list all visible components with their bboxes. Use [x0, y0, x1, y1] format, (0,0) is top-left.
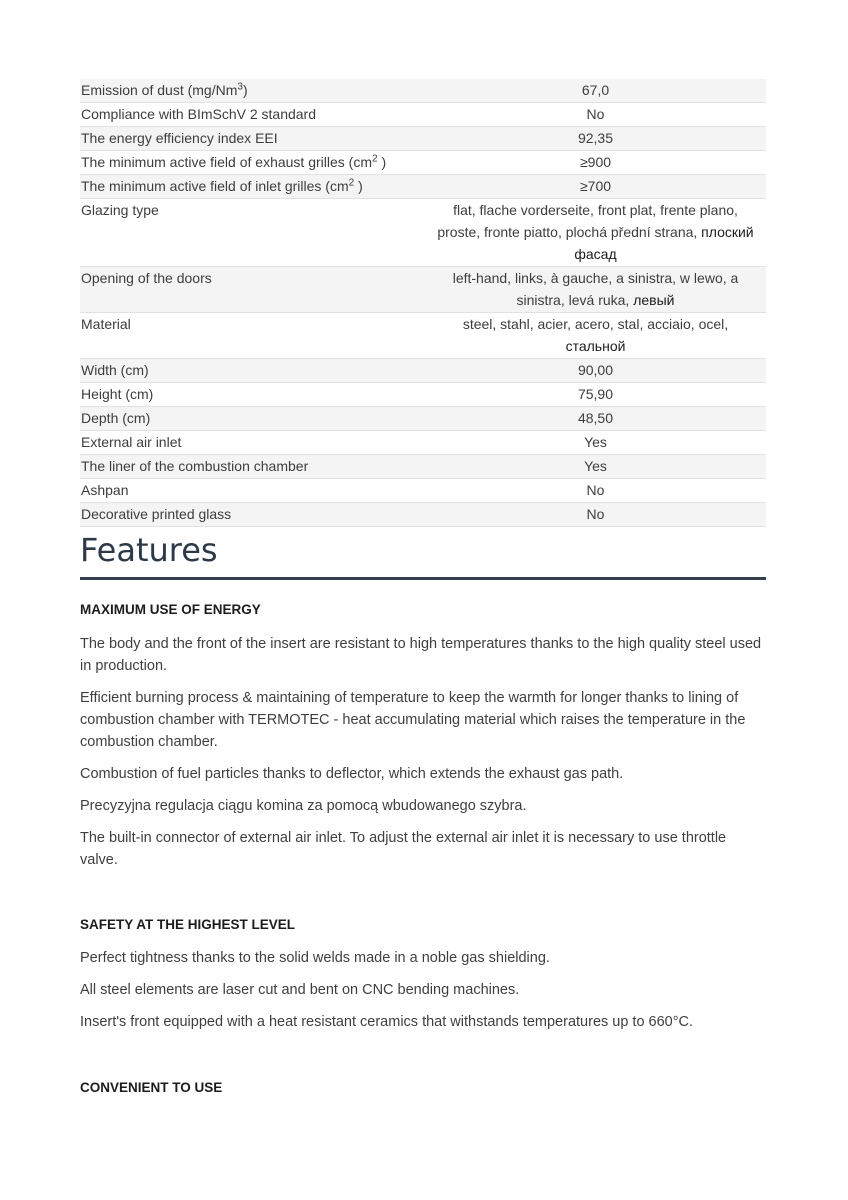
- spec-label: [80, 199, 425, 267]
- feature-section-title: CONVENIENT TO USE: [80, 1080, 223, 1095]
- spec-label-text: Glazing type: [81, 202, 159, 218]
- spec-value-text: 90,00: [577, 362, 614, 378]
- spec-label: [80, 267, 425, 313]
- spec-label: [80, 313, 425, 359]
- spec-value-text: 67,0: [581, 82, 610, 98]
- spec-row: [80, 103, 766, 127]
- feature-paragraph: Insert's front equipped with a heat resistant ceramics that withstands temperatures up to 660°C.: [80, 1014, 694, 1030]
- spec-label-text: Emission of dust (mg/Nm: [81, 82, 238, 98]
- spec-row: [80, 313, 766, 359]
- spec-value-russian-text: плоский фасад: [574, 224, 754, 262]
- spec-label-text: Decorative printed glass: [81, 506, 232, 522]
- spec-label-text: The energy efficiency index EEI: [81, 130, 278, 146]
- spec-label: [80, 383, 425, 407]
- feature-paragraph: All steel elements are laser cut and bent on CNC bending machines.: [80, 982, 520, 998]
- spec-row: [80, 359, 766, 383]
- spec-label: [80, 359, 425, 383]
- spec-row: [80, 407, 766, 431]
- spec-value-russian-text: левый: [633, 292, 675, 308]
- features-heading: Features: [80, 527, 766, 580]
- specification-table: [80, 79, 766, 527]
- feature-paragraph: Precyzyjna regulacja ciągu komina za pomocą wbudowanego szybra.: [80, 798, 527, 814]
- spec-row: [80, 267, 766, 313]
- spec-label-superscript: 2: [372, 153, 378, 165]
- spec-value: [425, 151, 766, 175]
- spec-value: [425, 359, 766, 383]
- spec-value-text: No: [586, 482, 605, 498]
- spec-row: [80, 383, 766, 407]
- spec-row: [80, 431, 766, 455]
- feature-section-title: MAXIMUM USE OF ENERGY: [80, 602, 261, 617]
- spec-value-russian-text: стальной: [565, 338, 626, 354]
- spec-label-text: Material: [81, 316, 131, 332]
- spec-row: [80, 455, 766, 479]
- spec-label-text: The liner of the combustion chamber: [81, 458, 309, 474]
- spec-value: [425, 103, 766, 127]
- spec-label-text: Depth (cm): [81, 410, 151, 426]
- spec-value-text: No: [586, 506, 605, 522]
- spec-value-text: 92,35: [577, 130, 614, 146]
- spec-value-text: Yes: [584, 458, 607, 474]
- spec-value: [425, 383, 766, 407]
- spec-label: [80, 175, 425, 199]
- spec-row: [80, 127, 766, 151]
- spec-label-text: Opening of the doors: [81, 270, 212, 286]
- spec-row: [80, 199, 766, 267]
- spec-value-text: steel, stahl, acier, acero, stal, acciaio, ocel,: [462, 316, 729, 332]
- spec-label: [80, 407, 425, 431]
- spec-label-suffix: ): [242, 82, 248, 98]
- feature-section-safety: [80, 916, 766, 1033]
- spec-value-text: left-hand, links, à gauche, a sinistra, w lewo, a sinistra, levá ruka,: [452, 270, 739, 308]
- spec-value: [425, 455, 766, 479]
- feature-paragraph: The body and the front of the insert are resistant to high temperatures thanks to the high quality steel used in production.: [80, 636, 762, 674]
- spec-label-suffix: ): [377, 154, 387, 170]
- spec-value: [425, 407, 766, 431]
- spec-label-text: External air inlet: [81, 434, 182, 450]
- spec-label: [80, 103, 425, 127]
- spec-row: [80, 503, 766, 527]
- spec-value-text: 48,50: [577, 410, 614, 426]
- spec-value-text: ≥900: [579, 154, 612, 170]
- spec-value-text: 75,90: [577, 386, 614, 402]
- spec-label-suffix: ): [354, 178, 363, 194]
- spec-label: [80, 127, 425, 151]
- spec-value: [425, 479, 766, 503]
- spec-row: [80, 479, 766, 503]
- spec-label-text: Compliance with BImSchV 2 standard: [81, 106, 316, 122]
- spec-value: [425, 267, 766, 313]
- spec-value: [425, 79, 766, 103]
- spec-value: [425, 199, 766, 267]
- spec-label-superscript: 2: [348, 177, 355, 189]
- spec-value: [425, 503, 766, 527]
- spec-label: [80, 151, 425, 175]
- spec-label-text: Ashpan: [81, 482, 129, 498]
- spec-value: [425, 175, 766, 199]
- spec-value-text: flat, flache vorderseite, front plat, frente plano, proste, fronte piatto, plochá přední strana,: [437, 202, 738, 240]
- spec-row: [80, 79, 766, 103]
- spec-label: [80, 431, 425, 455]
- specification-table-body: [80, 79, 766, 527]
- spec-label: [80, 479, 425, 503]
- features-section: [80, 527, 766, 1097]
- spec-label-superscript: 3: [237, 81, 243, 93]
- spec-row: [80, 175, 766, 199]
- spec-label: [80, 503, 425, 527]
- feature-paragraph: Efficient burning process & maintaining of temperature to keep the warmth for longer thanks to lining of combustion chamber with TERMOTEC - heat accumulating material which raises the temperature in the combustion chamber.: [80, 690, 746, 750]
- spec-label-text: The minimum active field of exhaust grilles (cm: [81, 154, 372, 170]
- spec-row: [80, 151, 766, 175]
- spec-value: [425, 313, 766, 359]
- feature-paragraph: The built-in connector of external air inlet. To adjust the external air inlet it is necessary to use throttle valve.: [80, 830, 727, 868]
- feature-section-title: SAFETY AT THE HIGHEST LEVEL: [80, 917, 296, 932]
- spec-label-text: Height (cm): [81, 386, 154, 402]
- spec-label-text: The minimum active field of inlet grilles (cm: [81, 178, 349, 194]
- spec-label: [80, 79, 425, 103]
- spec-value: [425, 127, 766, 151]
- spec-value-text: No: [586, 106, 605, 122]
- spec-label-text: Width (cm): [81, 362, 149, 378]
- feature-paragraph: Combustion of fuel particles thanks to deflector, which extends the exhaust gas path.: [80, 766, 624, 782]
- spec-value-text: Yes: [584, 434, 607, 450]
- feature-section-convenience: [80, 1079, 766, 1097]
- spec-value: [425, 431, 766, 455]
- feature-section-energy: [80, 601, 766, 871]
- spec-label: [80, 455, 425, 479]
- spec-value-text: ≥700: [579, 178, 612, 194]
- feature-paragraph: Perfect tightness thanks to the solid welds made in a noble gas shielding.: [80, 950, 550, 966]
